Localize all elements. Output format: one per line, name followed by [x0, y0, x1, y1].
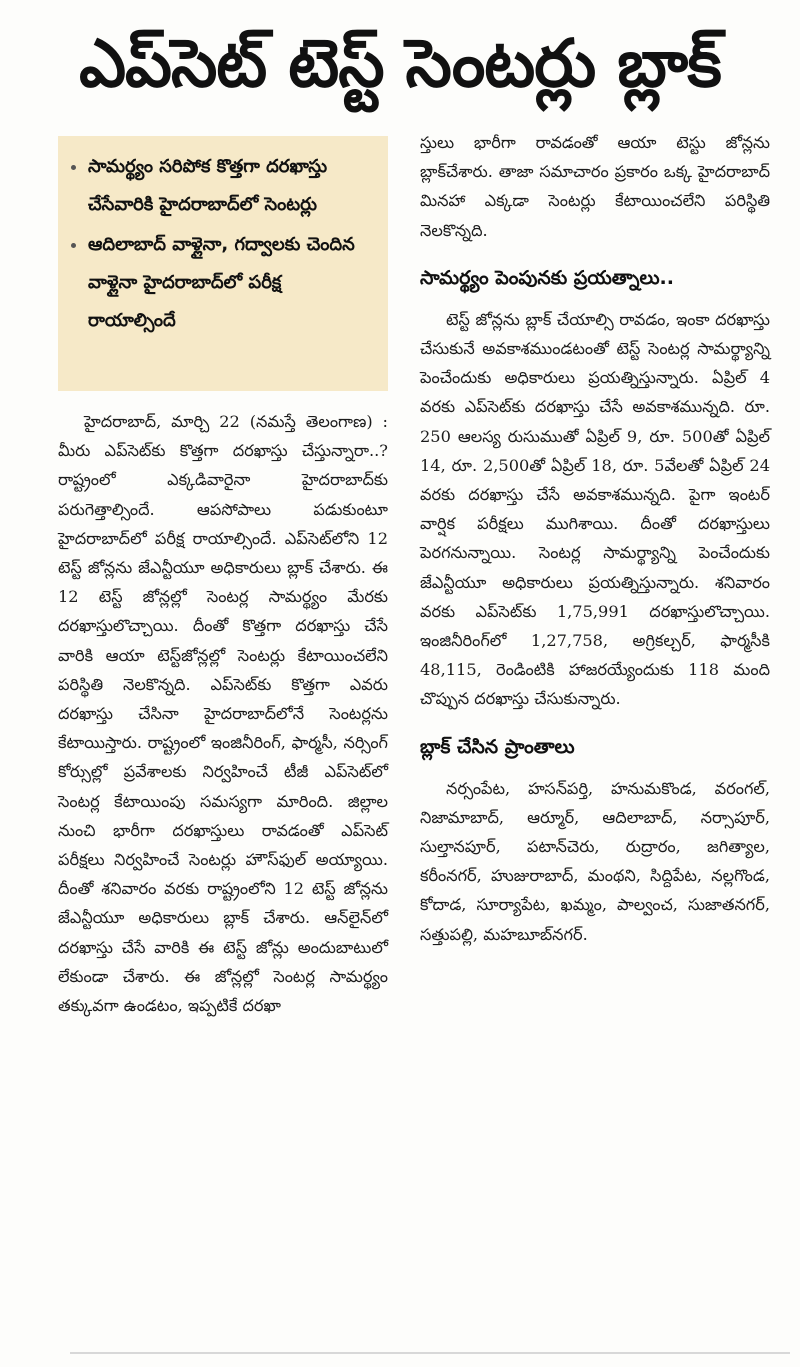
highlight-item: • సామర్థ్యం సరిపోక కొత్తగా దరఖాస్తు చేసేవారికి హైదరాబాద్‌లో సెంటర్లు: [88, 148, 374, 224]
blocked-areas-list: నర్సంపేట, హసన్‌పర్తి, హనుమకొండ, వరంగల్, నిజామాబాద్, ఆర్మూర్, ఆదిలాబాద్, నర్సాపూర్, సుల్తానపూర్, పటాన్‌చెరు, రుద్రారం, జగిత్యాల, కరీంనగర్, హుజురాబాద్, మంథని, సిద్దిపేట, నల్లగొండ, కోదాడ, సూర్యాపేట, ఖమ్మం, పాల్వంచ, సుజాతనగర్, సత్తుపల్లి, మహబూబ్‌నగర్.: [420, 778, 770, 944]
article-paragraph-continued: స్తులు భారీగా రావడంతో ఆయా టెస్టు జోన్లను బ్లాక్‌చేశారు. తాజా సమాచారం ప్రకారం ఒక్క హైదరాబాద్ మినహా ఎక్కడా సెంటర్లు కేటాయించలేని పరిస్థితి నెలకొన్నది.: [420, 133, 770, 240]
highlight-item: • ఆదిలాబాద్ వాళ్లైనా, గద్వాలకు చెందిన వాళ్లైనా హైదరాబాద్‌లో పరీక్ష రాయాల్సిందే: [88, 226, 374, 340]
left-column: [58, 128, 388, 1020]
article-paragraph: హైదరాబాద్, మార్చి 22 (నమస్తే తెలంగాణ) : మీరు ఎప్‌సెట్‌కు కొత్తగా దరఖాస్తు చేస్తున్నారా..? రాష్ట్రంలో ఎక్కడివారైనా హైదరాబాద్‌కు పరుగెత్తాల్సిందే. ఆపసోపాలు పడుకుంటూ హైదరాబాద్‌లో పరీక్ష రాయాల్సిందే. ఎప్‌సెట్‌లోని 12 టెస్ట్ జోన్లను జేఎన్టీయూ అధికారులు బ్లాక్ చేశారు. ఈ 12 టెస్ట్ జోన్లల్లో సెంటర్ల సామర్థ్యం మేరకు దరఖాస్తులొచ్చాయి. దీంతో కొత్తగా దరఖాస్తు చేసే వారికి ఆయా టెస్ట్‌జోన్లల్లో సెంటర్లు కేటాయించలేని పరిస్థితి నెలకొన్నది. ఎప్‌సెట్‌కు కొత్తగా ఎవరు దరఖాస్తు చేసినా హైదరాబాద్‌లోనే సెంటర్లను కేటాయిస్తారు. రాష్ట్రంలో ఇంజినీరింగ్, ఫార్మసీ, నర్సింగ్ కోర్సుల్లో ప్రవేశాలకు నిర్వహించే టీజీ ఎప్‌సెట్‌లో సెంటర్ల కేటాయింపు సమస్యగా మారింది. జిల్లాల నుంచి భారీగా దరఖాస్తులు రావడంతో ఎప్‌సెట్ పరీక్షలు నిర్వహించే సెంటర్లు హౌస్‌ఫుల్ అయ్యాయి. దీంతో శనివారం వరకు రాష్ట్రంలోని 12 టెస్ట్ జోన్లను జేఎన్టీయూ అధికారులు బ్లాక్ చేశారు. ఆన్‌లైన్‌లో దరఖాస్తు చేసే వారికి ఈ టెస్ట్ జోన్లు అందుబాటులో లేకుండా చేశారు. ఈ జోన్లల్లో సెంటర్ల సామర్థ్యం తక్కువగా ఉండటం, ఇప్పటికే దరఖా: [58, 412, 388, 1016]
footer-divider: [70, 1352, 790, 1354]
subheading: బ్లాక్ చేసిన ప్రాంతాలు: [420, 735, 575, 758]
article-paragraph: టెస్ట్ జోన్లను బ్లాక్ చేయాల్సి రావడం, ఇంకా దరఖాస్తు చేసుకునే అవకాశముండటంతో టెస్ట్ సెంటర్ల సామర్థ్యాన్ని పెంచేందుకు అధికారులు ప్రయత్నిస్తున్నారు. ఏప్రిల్ 4 వరకు ఎప్‌సెట్‌కు దరఖాస్తు చేసే అవకాశమున్నది. రూ. 250 ఆలస్య రుసుముతో ఏప్రిల్ 9, రూ. 500తో ఏప్రిల్ 14, రూ. 2,500తో ఏప్రిల్ 18, రూ. 5వేలతో ఏప్రిల్ 24 వరకు దరఖాస్తు చేసే అవకాశమున్నది. పైగా ఇంటర్ వార్షిక పరీక్షలు ముగిశాయి. దీంతో దరఖాస్తులు పెరగనున్నాయి. సెంటర్ల సామర్థ్యాన్ని పెంచేందుకు జేఎన్టీయూ అధికారులు ప్రయత్నిస్తున్నారు. శనివారం వరకు ఎప్‌సెట్‌కు 1,75,991 దరఖాస్తులొచ్చాయి. ఇంజినీరింగ్‌లో 1,27,758, అగ్రికల్చర్, ఫార్మసీకి 48,115, రెండింటికి హాజరయ్యేందుకు 118 మంది చొప్పున దరఖాస్తు చేసుకున్నారు.: [420, 309, 770, 709]
subheading: సామర్థ్యం పెంపునకు ప్రయత్నాలు..: [420, 266, 674, 289]
highlight-list: [72, 148, 374, 340]
right-column: [420, 128, 770, 949]
headline: ఎప్‌సెట్ టెస్ట్ సెంటర్లు బ్లాక్: [79, 25, 721, 102]
highlight-box: [58, 136, 388, 391]
